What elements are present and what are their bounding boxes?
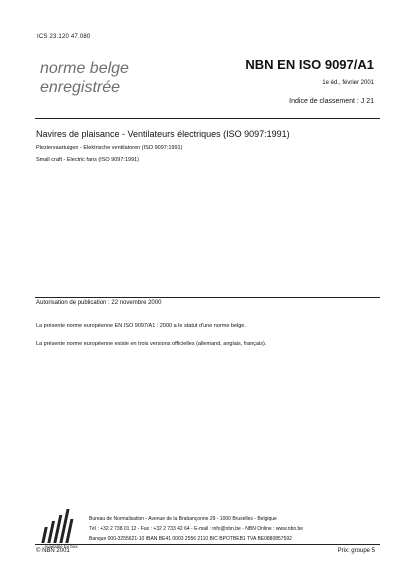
nbn-logo-icon (36, 507, 86, 549)
edition-date: 1e éd., février 2001 (322, 80, 374, 86)
classification-index: Indice de classement : J 21 (289, 98, 374, 105)
brand-line-1: norme belge (40, 60, 129, 77)
footer-bank: Banque 000-3255621-10 IBAN BE41 0003 2556 2110 BIC BPOTBEB1 TVA BE0880857592 (89, 536, 292, 542)
standard-number: NBN EN ISO 9097/A1 (245, 57, 374, 72)
footer-contact: Tél : +32 2 738 01 12 - Fax : +32 2 733 42 64 - E-mail : info@nbn.be - NBN Online : www.nbn.be (89, 526, 304, 532)
status-note: La présente norme européenne EN ISO 9097/A1 : 2000 a le statut d'une norme belge. (36, 323, 246, 329)
publication-authorisation: Autorisation de publication : 22 novembre 2000 (36, 300, 162, 306)
nbn-logo-graphic (36, 507, 86, 549)
divider-middle (35, 297, 380, 298)
title-english: Small craft - Electric fans (ISO 9097:1991) (36, 157, 140, 163)
logo-caption: Available for box (44, 544, 78, 549)
title-dutch: Pleziervaartuigen - Elektrische ventilatoren (ISO 9097:1991) (36, 145, 183, 151)
divider-bottom (35, 544, 380, 545)
price-group: Prix: groupe 5 (337, 548, 375, 554)
brand-line-2: enregistrée (40, 79, 121, 96)
ics-code: ICS 23.120 47.080 (37, 34, 91, 40)
title-french: Navires de plaisance - Ventilateurs électriques (ISO 9097:1991) (36, 129, 290, 139)
copyright: © NBN 2001 (36, 548, 70, 554)
versions-note: La présente norme européenne existe en trois versions officielles (allemand, anglais, français). (36, 341, 267, 347)
footer-address: Bureau de Normalisation - Avenue de la Brabançonne 29 - 1000 Bruxelles - Belgique (89, 516, 277, 522)
divider-top (35, 118, 380, 119)
